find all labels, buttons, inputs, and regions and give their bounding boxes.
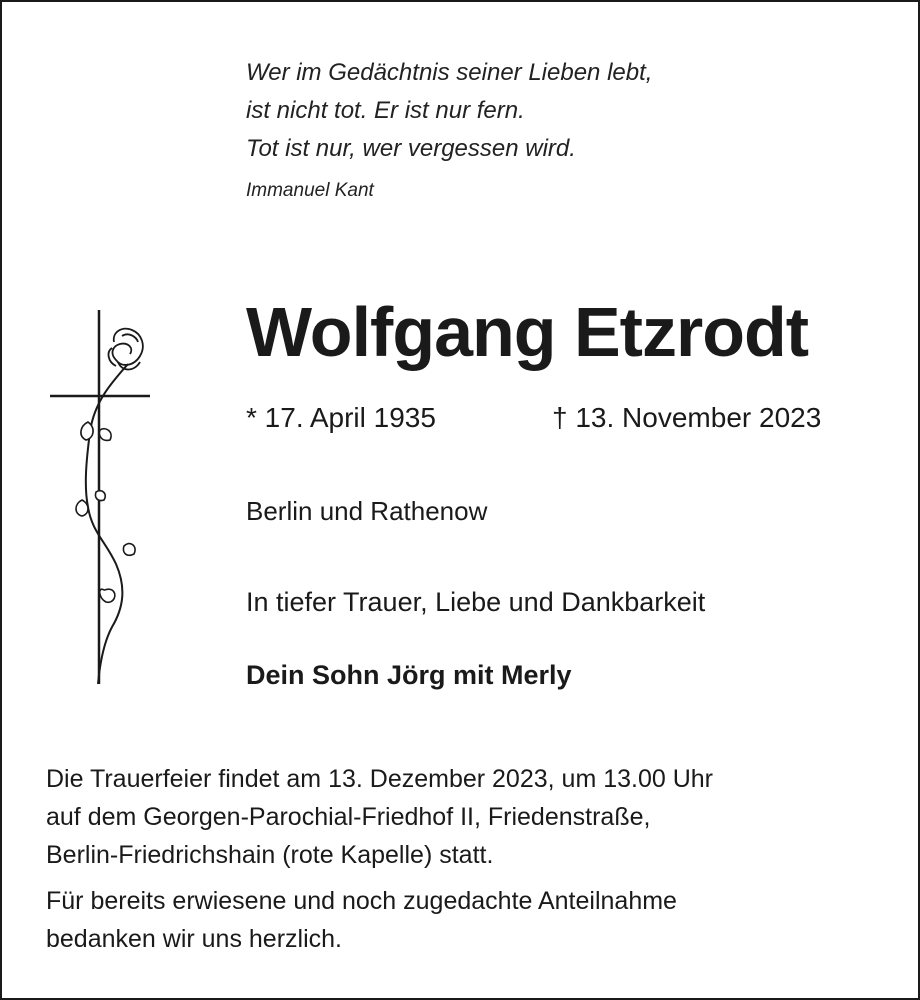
thanks-notice xyxy=(46,882,677,958)
funeral-notice xyxy=(46,760,713,874)
deceased-name: Wolfgang Etzrodt xyxy=(246,293,809,371)
quote-author: Immanuel Kant xyxy=(246,180,374,201)
birth-date: * 17. April 1935 xyxy=(246,402,436,433)
mourning-text: In tiefer Trauer, Liebe und Dankbarkeit xyxy=(246,587,706,617)
cross-with-rose-icon xyxy=(42,302,162,692)
epigraph-quote xyxy=(246,54,652,168)
funeral-line: Die Trauerfeier findet am 13. Dezember 2023, um 13.00 Uhr xyxy=(46,765,714,793)
thanks-line: Für bereits erwiesene und noch zugedachte Anteilnahme xyxy=(46,887,677,915)
funeral-line: auf dem Georgen-Parochial-Friedhof II, Friedenstraße, xyxy=(46,803,651,831)
quote-line: Tot ist nur, wer vergessen wird. xyxy=(246,135,576,162)
quote-line: Wer im Gedächtnis seiner Lieben lebt, xyxy=(246,59,653,86)
signatory: Dein Sohn Jörg mit Merly xyxy=(246,660,572,690)
death-date: † 13. November 2023 xyxy=(552,402,822,433)
residence-place: Berlin und Rathenow xyxy=(246,496,488,526)
thanks-line: bedanken wir uns herzlich. xyxy=(46,925,342,953)
funeral-line: Berlin-Friedrichshain (rote Kapelle) statt. xyxy=(46,841,494,869)
quote-line: ist nicht tot. Er ist nur fern. xyxy=(246,97,525,124)
